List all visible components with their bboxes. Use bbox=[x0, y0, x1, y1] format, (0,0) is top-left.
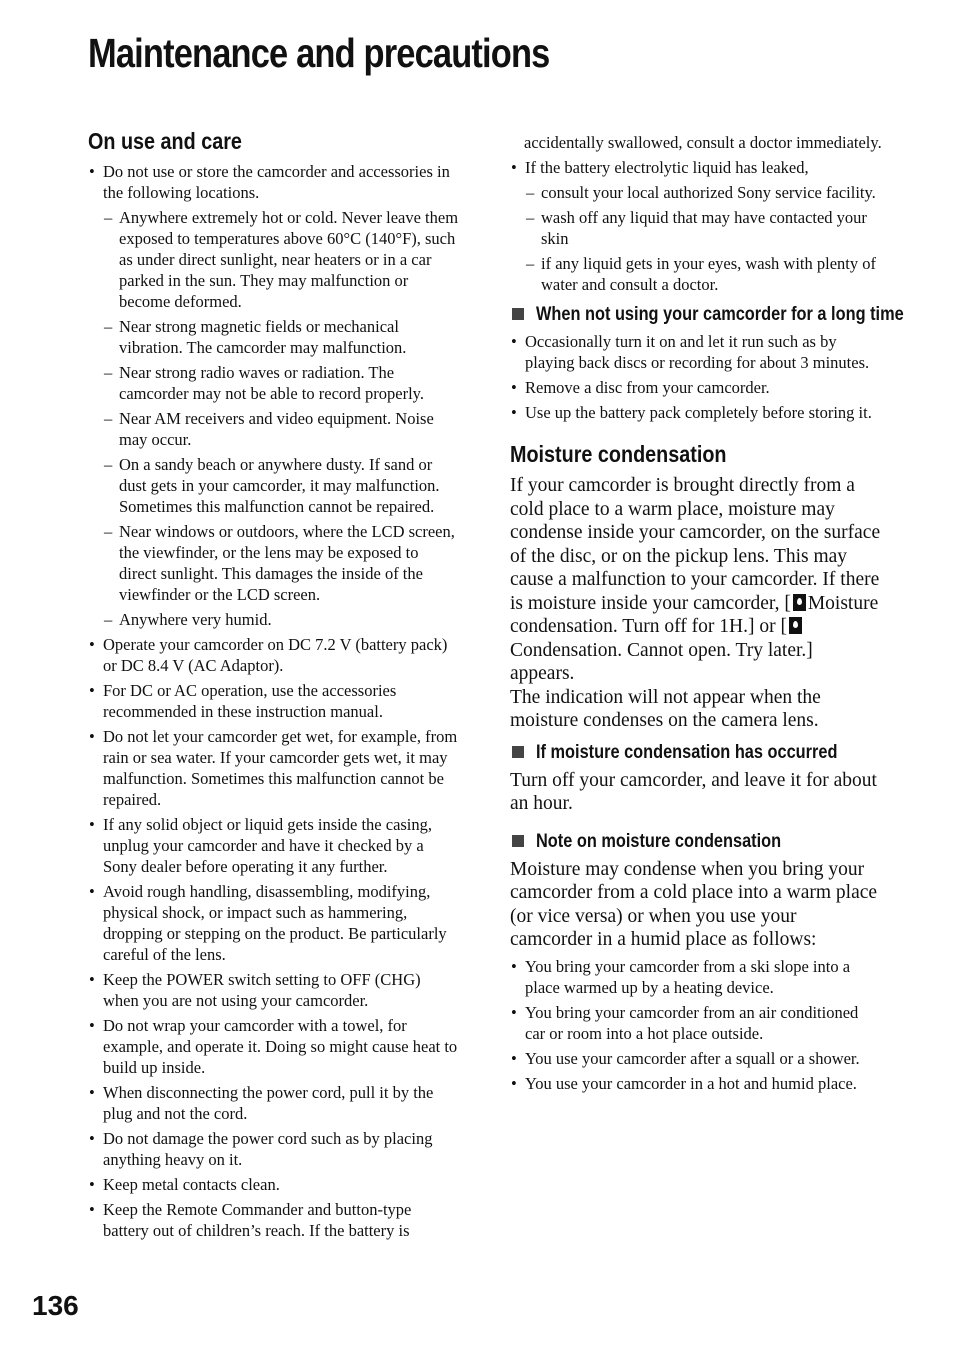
page-number: 136 bbox=[32, 1290, 79, 1321]
page-title: Maintenance and precautions bbox=[88, 30, 550, 76]
list-item: • Avoid rough handling, disassembling, modifying, physical shock, or impact such as hammering, dropping or stepping on the product. Be particularly careful of the lens. bbox=[88, 881, 460, 965]
list-item: • Do not damage the power cord such as by placing anything heavy on it. bbox=[88, 1128, 460, 1170]
battery-leak-list bbox=[510, 157, 882, 295]
list-item: • Remove a disc from your camcorder. bbox=[510, 377, 882, 398]
sub-list-item: – On a sandy beach or anywhere dusty. If sand or dust gets in your camcorder, it may malfunction. Sometimes this malfunction cannot be repaired. bbox=[88, 454, 460, 517]
sub-list-item: – Near AM receivers and video equipment. Noise may occur. bbox=[88, 408, 460, 450]
sub-list-item: – wash off any liquid that may have contacted your skin bbox=[510, 207, 882, 249]
right-column bbox=[510, 132, 904, 1098]
long-storage-list bbox=[510, 331, 882, 423]
list-item: • You use your camcorder after a squall or a shower. bbox=[510, 1048, 882, 1069]
list-item: • You use your camcorder in a hot and humid place. bbox=[510, 1073, 882, 1094]
list-item: • Operate your camcorder on DC 7.2 V (battery pack) or DC 8.4 V (AC Adaptor). bbox=[88, 634, 460, 676]
list-item: • Do not wrap your camcorder with a towel, for example, and operate it. Doing so might cause heat to build up inside. bbox=[88, 1015, 460, 1078]
list-item-continuation: accidentally swallowed, consult a doctor immediately. bbox=[524, 133, 882, 152]
condensation-occurred-text: Turn off your camcorder, and leave it for about an hour. bbox=[510, 769, 877, 814]
moisture-warning-icon bbox=[789, 617, 802, 634]
list-item: • Use up the battery pack completely before storing it. bbox=[510, 402, 882, 423]
list-item: • Keep the POWER switch setting to OFF (CHG) when you are not using your camcorder. bbox=[88, 969, 460, 1011]
moisture-paragraph: If your camcorder is brought directly from a cold place to a warm place, moisture may condense inside your camcorder, on the surface of the disc, or on the pickup lens. This may cause a malfunction to your camcorder. If there is moisture inside your camcorder, [ Moisture condensation. Turn off for 1H.] or [Condensation. Cannot open. Try later.] appears. bbox=[510, 475, 881, 684]
condensation-cases-list bbox=[510, 956, 882, 1094]
sub-list-item: – consult your local authorized Sony service facility. bbox=[510, 182, 882, 203]
list-item: • Do not let your camcorder get wet, for example, from rain or sea water. If your camcorder gets wet, it may malfunction. Sometimes this malfunction cannot be repaired. bbox=[88, 726, 460, 810]
use-and-care-list bbox=[88, 161, 460, 1241]
square-bullet-icon bbox=[512, 308, 524, 320]
sub-list-item: – Near strong radio waves or radiation. The camcorder may not be able to record properly. bbox=[88, 362, 460, 404]
condensation-note-text: Moisture may condense when you bring your camcorder from a cold place into a warm place (or vice versa) or when you use your camcorder in a humid place as follows: bbox=[510, 858, 878, 950]
sub-list-item: – Anywhere extremely hot or cold. Never leave them exposed to temperatures above 60°C (140°F), such as under direct sunlight, near heaters or in a car parked in the sun. They may malfunction or become deformed. bbox=[88, 207, 460, 312]
list-item: • Occasionally turn it on and let it run such as by playing back discs or recording for about 3 minutes. bbox=[510, 331, 882, 373]
moisture-lens-note: The indication will not appear when the moisture condenses on the camera lens. bbox=[510, 686, 821, 731]
sub-list-item: – Anywhere very humid. bbox=[88, 609, 460, 630]
list-item: • If any solid object or liquid gets inside the casing, unplug your camcorder and have it checked by a Sony dealer before operating it any further. bbox=[88, 814, 460, 877]
left-column bbox=[88, 128, 460, 1245]
list-item: • When disconnecting the power cord, pull it by the plug and not the cord. bbox=[88, 1082, 460, 1124]
section-heading-use-and-care: On use and care bbox=[88, 128, 242, 154]
moisture-warning-icon bbox=[793, 594, 806, 611]
sub-list-item: – Near strong magnetic fields or mechanical vibration. The camcorder may malfunction. bbox=[88, 316, 460, 358]
list-item: • For DC or AC operation, use the accessories recommended in these instruction manual. bbox=[88, 680, 460, 722]
subheading-condensation-note: Note on moisture condensation bbox=[510, 830, 882, 854]
list-item: • You bring your camcorder from an air conditioned car or room into a hot place outside. bbox=[510, 1002, 882, 1044]
sub-list-item: – Near windows or outdoors, where the LCD screen, the viewfinder, or the lens may be exposed to direct sunlight. This damages the inside of the viewfinder or the LCD screen. bbox=[88, 521, 460, 605]
sub-list-item: – if any liquid gets in your eyes, wash with plenty of water and consult a doctor. bbox=[510, 253, 882, 295]
square-bullet-icon bbox=[512, 835, 524, 847]
list-item: • Keep the Remote Commander and button-type battery out of children’s reach. If the battery is bbox=[88, 1199, 460, 1241]
list-item: • If the battery electrolytic liquid has leaked, bbox=[510, 157, 882, 178]
subheading-long-storage: When not using your camcorder for a long time bbox=[510, 303, 882, 327]
section-heading-moisture: Moisture condensation bbox=[510, 441, 727, 467]
subheading-condensation-occurred: If moisture condensation has occurred bbox=[510, 741, 882, 765]
list-item: • Do not use or store the camcorder and accessories in the following locations. bbox=[88, 161, 460, 203]
list-item: • Keep metal contacts clean. bbox=[88, 1174, 460, 1195]
square-bullet-icon bbox=[512, 746, 524, 758]
list-item: • You bring your camcorder from a ski slope into a place warmed up by a heating device. bbox=[510, 956, 882, 998]
